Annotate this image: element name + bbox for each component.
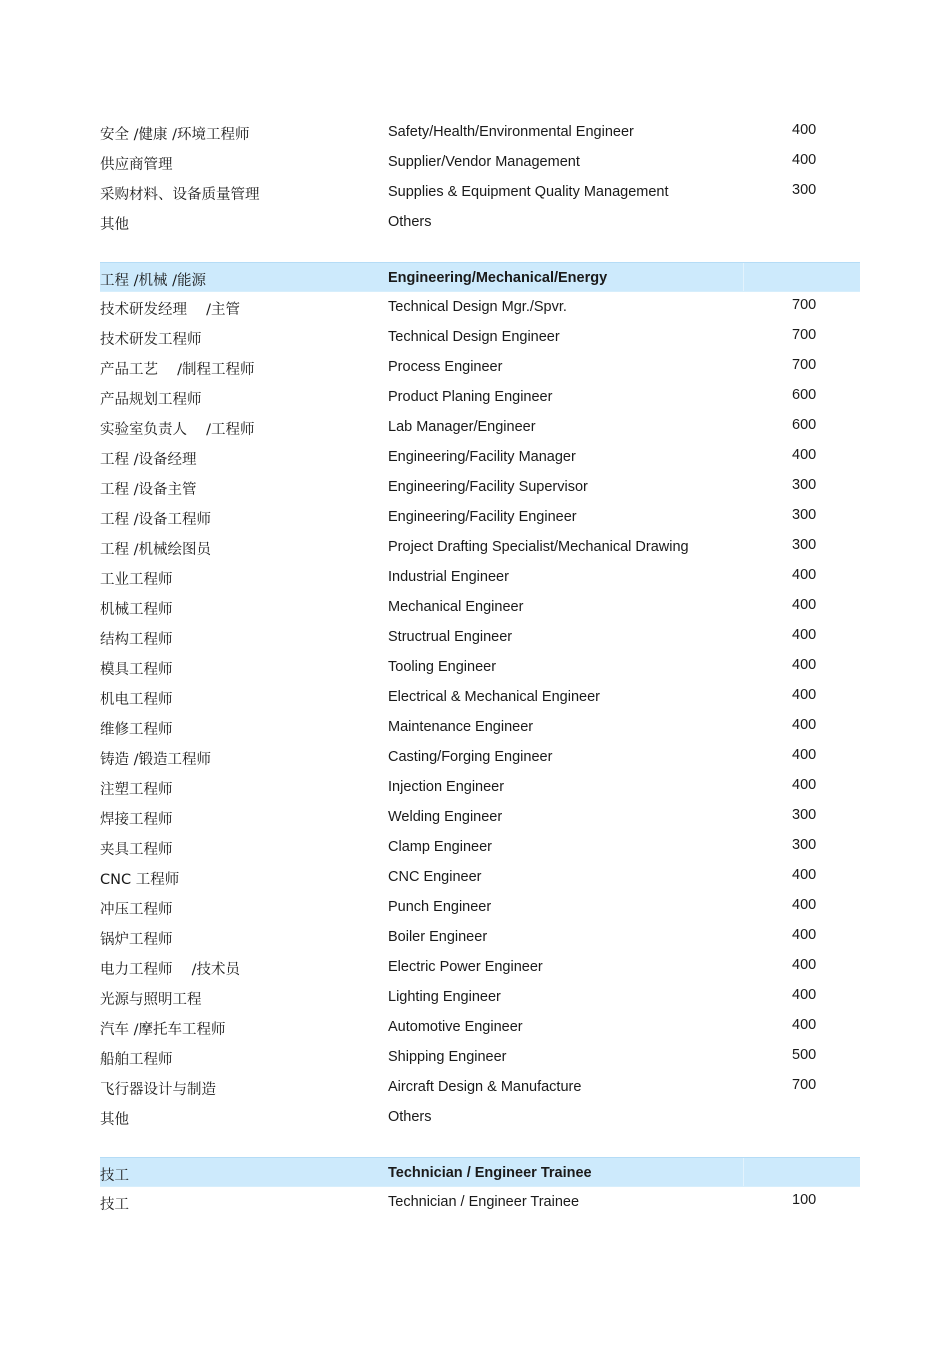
salary-value: 400 (792, 687, 817, 703)
salary-value: 300 (792, 807, 817, 823)
salary-value: 700 (792, 357, 817, 373)
table-row (100, 1072, 860, 1102)
job-title-cn: 工程 /机械绘图员 (100, 542, 211, 558)
salary-value: 400 (792, 867, 817, 883)
job-salary-table (100, 117, 860, 1217)
job-title-en: Technician / Engineer Trainee (388, 1194, 580, 1210)
salary-value: 500 (792, 1047, 817, 1063)
job-title-cn: 汽车 /摩托车工程师 (100, 1022, 226, 1038)
table-row (100, 442, 860, 472)
section-header (100, 262, 860, 292)
table-row (100, 1187, 860, 1217)
table-row (100, 592, 860, 622)
job-title-en: Others (388, 214, 432, 230)
job-title-cn: 工程 /设备工程师 (100, 512, 211, 528)
job-title-en: Electric Power Engineer (388, 959, 543, 975)
job-title-cn: 工业工程师 (100, 572, 173, 588)
job-title-en: Mechanical Engineer (388, 599, 524, 615)
header-cell-divider (743, 1158, 744, 1186)
job-title-en: Punch Engineer (388, 899, 492, 915)
table-row (100, 412, 860, 442)
salary-value: 400 (792, 657, 817, 673)
job-title-en: Tooling Engineer (388, 659, 497, 675)
salary-value: 300 (792, 837, 817, 853)
table-row (100, 382, 860, 412)
table-row (100, 652, 860, 682)
job-title-en: Engineering/Facility Engineer (388, 509, 577, 525)
job-title-en: CNC Engineer (388, 869, 482, 885)
job-title-en: Supplier/Vendor Management (388, 154, 580, 170)
job-title-en: Technical Design Engineer (388, 329, 560, 345)
job-title-en: Injection Engineer (388, 779, 505, 795)
table-row (100, 742, 860, 772)
section-header-en: Engineering/Mechanical/Energy (388, 270, 608, 286)
job-title-en: Others (388, 1109, 432, 1125)
salary-value: 400 (792, 957, 817, 973)
job-title-cn: 实验室负责人 /工程师 (100, 422, 255, 438)
table-row (100, 322, 860, 352)
table-row (100, 712, 860, 742)
job-title-cn: 飞行器设计与制造 (100, 1082, 216, 1098)
table-row (100, 862, 860, 892)
job-title-cn: 焊接工程师 (100, 812, 173, 828)
job-title-cn: 船舶工程师 (100, 1052, 173, 1068)
section-spacer (100, 237, 860, 262)
job-title-en: Supplies & Equipment Quality Management (388, 184, 669, 200)
job-title-en: Welding Engineer (388, 809, 503, 825)
table-row (100, 207, 860, 237)
salary-value: 400 (792, 897, 817, 913)
salary-value: 400 (792, 152, 817, 168)
salary-value: 400 (792, 567, 817, 583)
salary-value: 400 (792, 447, 817, 463)
job-title-en: Engineering/Facility Supervisor (388, 479, 588, 495)
job-title-cn: 安全 /健康 /环境工程师 (100, 127, 250, 143)
job-title-en: Lighting Engineer (388, 989, 501, 1005)
salary-value: 400 (792, 122, 817, 138)
job-title-cn: 采购材料、设备质量管理 (100, 187, 260, 203)
job-title-en: Lab Manager/Engineer (388, 419, 536, 435)
job-title-en: Boiler Engineer (388, 929, 488, 945)
job-title-en: Process Engineer (388, 359, 503, 375)
salary-value: 300 (792, 507, 817, 523)
salary-value: 300 (792, 477, 817, 493)
salary-value: 400 (792, 777, 817, 793)
salary-value: 400 (792, 927, 817, 943)
job-title-cn: 技工 (100, 1197, 129, 1213)
job-title-cn: 模具工程师 (100, 662, 173, 678)
salary-value: 400 (792, 717, 817, 733)
table-row (100, 532, 860, 562)
job-title-en: Electrical & Mechanical Engineer (388, 689, 600, 705)
job-title-en: Project Drafting Specialist/Mechanical Drawing (388, 539, 689, 555)
job-title-en: Aircraft Design & Manufacture (388, 1079, 582, 1095)
section-spacer (100, 1132, 860, 1157)
table-row (100, 1012, 860, 1042)
job-title-cn: 工程 /设备经理 (100, 452, 197, 468)
job-title-cn: 夹具工程师 (100, 842, 173, 858)
section-header-cn: 技工 (100, 1168, 129, 1184)
section-header-cn: 工程 /机械 /能源 (100, 273, 206, 289)
table-row (100, 682, 860, 712)
section-header-en: Technician / Engineer Trainee (388, 1165, 592, 1181)
salary-value: 400 (792, 747, 817, 763)
job-title-cn: 技术研发工程师 (100, 332, 202, 348)
table-row (100, 352, 860, 382)
table-row (100, 802, 860, 832)
salary-value: 300 (792, 182, 817, 198)
table-row (100, 1042, 860, 1072)
job-title-cn: 产品工艺 /制程工程师 (100, 362, 255, 378)
job-title-en: Safety/Health/Environmental Engineer (388, 124, 634, 140)
job-title-en: Industrial Engineer (388, 569, 509, 585)
salary-value: 400 (792, 1017, 817, 1033)
salary-value: 100 (792, 1192, 817, 1208)
table-row (100, 502, 860, 532)
salary-value: 400 (792, 597, 817, 613)
salary-value: 700 (792, 297, 817, 313)
salary-value: 400 (792, 987, 817, 1003)
job-title-en: Shipping Engineer (388, 1049, 507, 1065)
job-title-en: Casting/Forging Engineer (388, 749, 553, 765)
job-title-cn: 技术研发经理 /主管 (100, 302, 240, 318)
section-header (100, 1157, 860, 1187)
job-title-en: Structrual Engineer (388, 629, 513, 645)
table-row (100, 117, 860, 147)
table-row (100, 147, 860, 177)
salary-value: 600 (792, 387, 817, 403)
table-row (100, 562, 860, 592)
job-title-cn: 供应商管理 (100, 157, 173, 173)
job-title-en: Technical Design Mgr./Spvr. (388, 299, 567, 315)
job-title-cn: 机械工程师 (100, 602, 173, 618)
job-title-en: Maintenance Engineer (388, 719, 534, 735)
table-row (100, 622, 860, 652)
job-title-cn: 电力工程师 /技术员 (100, 962, 240, 978)
job-title-cn: 产品规划工程师 (100, 392, 202, 408)
job-title-cn: 注塑工程师 (100, 782, 173, 798)
table-row (100, 1102, 860, 1132)
job-title-cn: 铸造 /锻造工程师 (100, 752, 211, 768)
job-title-cn: 工程 /设备主管 (100, 482, 197, 498)
job-title-cn: 光源与照明工程 (100, 992, 202, 1008)
table-row (100, 892, 860, 922)
job-title-en: Engineering/Facility Manager (388, 449, 576, 465)
job-title-cn: 机电工程师 (100, 692, 173, 708)
job-title-cn: 其他 (100, 217, 129, 233)
table-row (100, 982, 860, 1012)
job-title-en: Automotive Engineer (388, 1019, 523, 1035)
table-row (100, 832, 860, 862)
table-row (100, 772, 860, 802)
salary-value: 600 (792, 417, 817, 433)
table-row (100, 177, 860, 207)
job-title-cn: CNC 工程师 (100, 872, 180, 888)
salary-value: 700 (792, 327, 817, 343)
salary-value: 400 (792, 627, 817, 643)
table-row (100, 922, 860, 952)
salary-value: 300 (792, 537, 817, 553)
job-title-en: Product Planing Engineer (388, 389, 553, 405)
job-title-cn: 结构工程师 (100, 632, 173, 648)
table-row (100, 952, 860, 982)
header-cell-divider (743, 263, 744, 291)
job-title-en: Clamp Engineer (388, 839, 492, 855)
job-title-cn: 锅炉工程师 (100, 932, 173, 948)
table-row (100, 472, 860, 502)
salary-value: 700 (792, 1077, 817, 1093)
job-title-cn: 其他 (100, 1112, 129, 1128)
job-title-cn: 冲压工程师 (100, 902, 173, 918)
table-row (100, 292, 860, 322)
job-title-cn: 维修工程师 (100, 722, 173, 738)
